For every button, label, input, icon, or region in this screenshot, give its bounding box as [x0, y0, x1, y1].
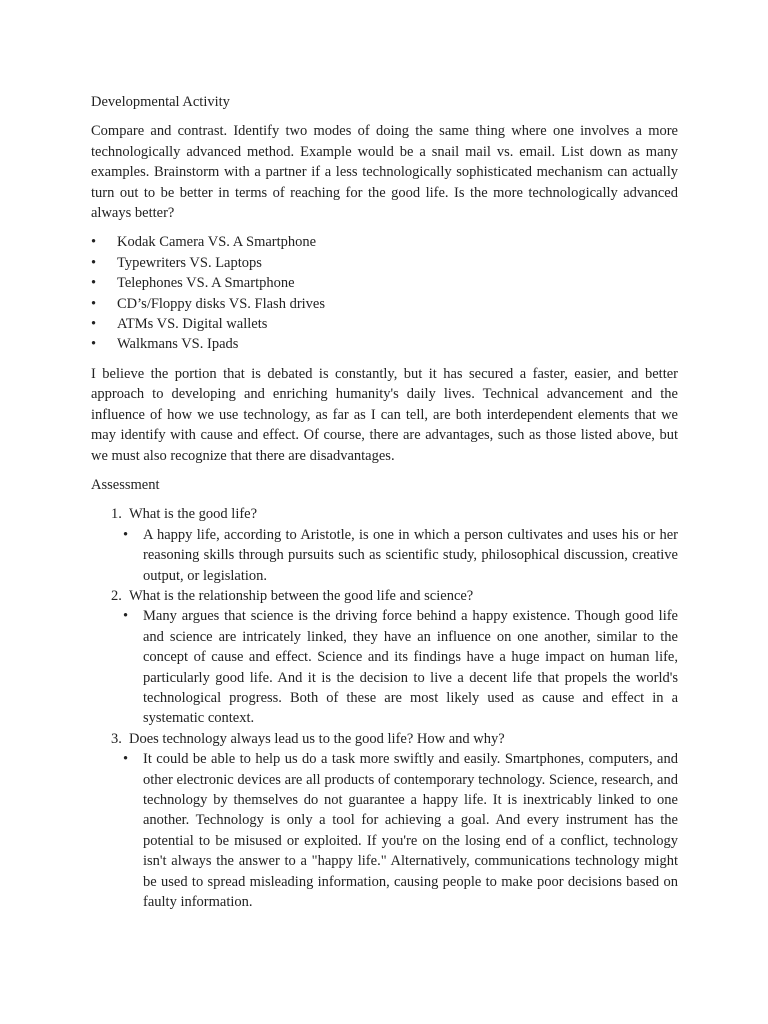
bullet-icon: •	[123, 751, 129, 768]
response-paragraph: I believe the portion that is debated is constantly, but it has secured a faster, easier, and better approach to developing and enriching humanity's daily lives. Technical advancement and the influence of how we use technology, as far as I can tell, are both interdependent elements that we may identify with cause and effect. Of course, there are advantages, such as those listed above, but we must also recognize that there are disadvantages.	[91, 365, 678, 464]
assessment-questions	[91, 504, 678, 912]
example-text: Typewriters VS. Laptops	[117, 254, 262, 271]
list-item	[91, 334, 678, 354]
example-text: ATMs VS. Digital wallets	[117, 316, 268, 333]
bullet-icon: •	[91, 295, 97, 312]
developmental-activity-heading: Developmental Activity	[91, 94, 230, 110]
question-number: 1.	[111, 506, 122, 523]
question-text: What is the good life?	[129, 506, 258, 523]
list-item	[91, 253, 678, 273]
bullet-icon: •	[91, 234, 97, 251]
question-text: Does technology always lead us to the good life? How and why?	[129, 730, 505, 747]
bullet-icon: •	[123, 608, 129, 625]
question-item	[91, 586, 678, 606]
answer-item	[91, 606, 678, 728]
answer-text: A happy life, according to Aristotle, is one in which a person cultivates and uses his or her reasoning skills through pursuits such as scientific study, philosophical discussion, creative output, or legislation.	[143, 526, 678, 584]
bullet-icon: •	[91, 254, 97, 271]
question-item	[91, 504, 678, 524]
question-text: What is the relationship between the good life and science?	[129, 587, 474, 604]
document-page	[91, 92, 678, 912]
example-text: CD’s/Floppy disks VS. Flash drives	[117, 295, 326, 312]
bullet-icon: •	[123, 526, 129, 543]
bullet-icon: •	[91, 316, 97, 333]
example-text: Walkmans VS. Ipads	[117, 336, 239, 353]
bullet-icon: •	[91, 275, 97, 292]
assessment-heading: Assessment	[91, 476, 160, 493]
list-item	[91, 273, 678, 293]
list-item	[91, 232, 678, 252]
example-text: Telephones VS. A Smartphone	[117, 275, 295, 292]
question-number: 2.	[111, 587, 122, 604]
answer-text: It could be able to help us do a task more swiftly and easily. Smartphones, computers, and other electronic devices are all products of contemporary technology. Science, research, and technology by themselves do not guarantee a happy life. It is inextricably linked to one another. Technology is only a tool for achieving a goal. And every instrument has the potential to be misused or exploited. If you're on the losing end of a conflict, technology isn't always the answer to a "happy life." Alternatively, communications technology might be used to spread misleading information, causing people to make poor decisions based on faulty information.	[143, 751, 678, 911]
list-item	[91, 314, 678, 334]
answer-item	[91, 525, 678, 586]
answer-item	[91, 749, 678, 912]
question-item	[91, 729, 678, 749]
answer-text: Many argues that science is the driving force behind a happy existence. Though good life and science are intricately linked, they have an influence on one another, similar to the concept of cause and effect. Science and its findings have a huge impact on human life, particularly good life. And it is the decision to live a decent life that propels the world's technological progress. Both of these are most likely used as cause and effect in a systematic context.	[143, 608, 678, 727]
activity-prompt: Compare and contrast. Identify two modes of doing the same thing where one involves a more technologically advanced method. Example would be a snail mail vs. email. List down as many examples. Brainstorm with a partner if a less technologically sophisticated mechanism can actually turn out to be better in terms of reaching for the good life. Is the more technologically advanced always better?	[91, 123, 678, 222]
bullet-icon: •	[91, 336, 97, 353]
question-number: 3.	[111, 730, 122, 747]
examples-list	[91, 232, 678, 354]
list-item	[91, 294, 678, 314]
example-text: Kodak Camera VS. A Smartphone	[117, 234, 317, 251]
